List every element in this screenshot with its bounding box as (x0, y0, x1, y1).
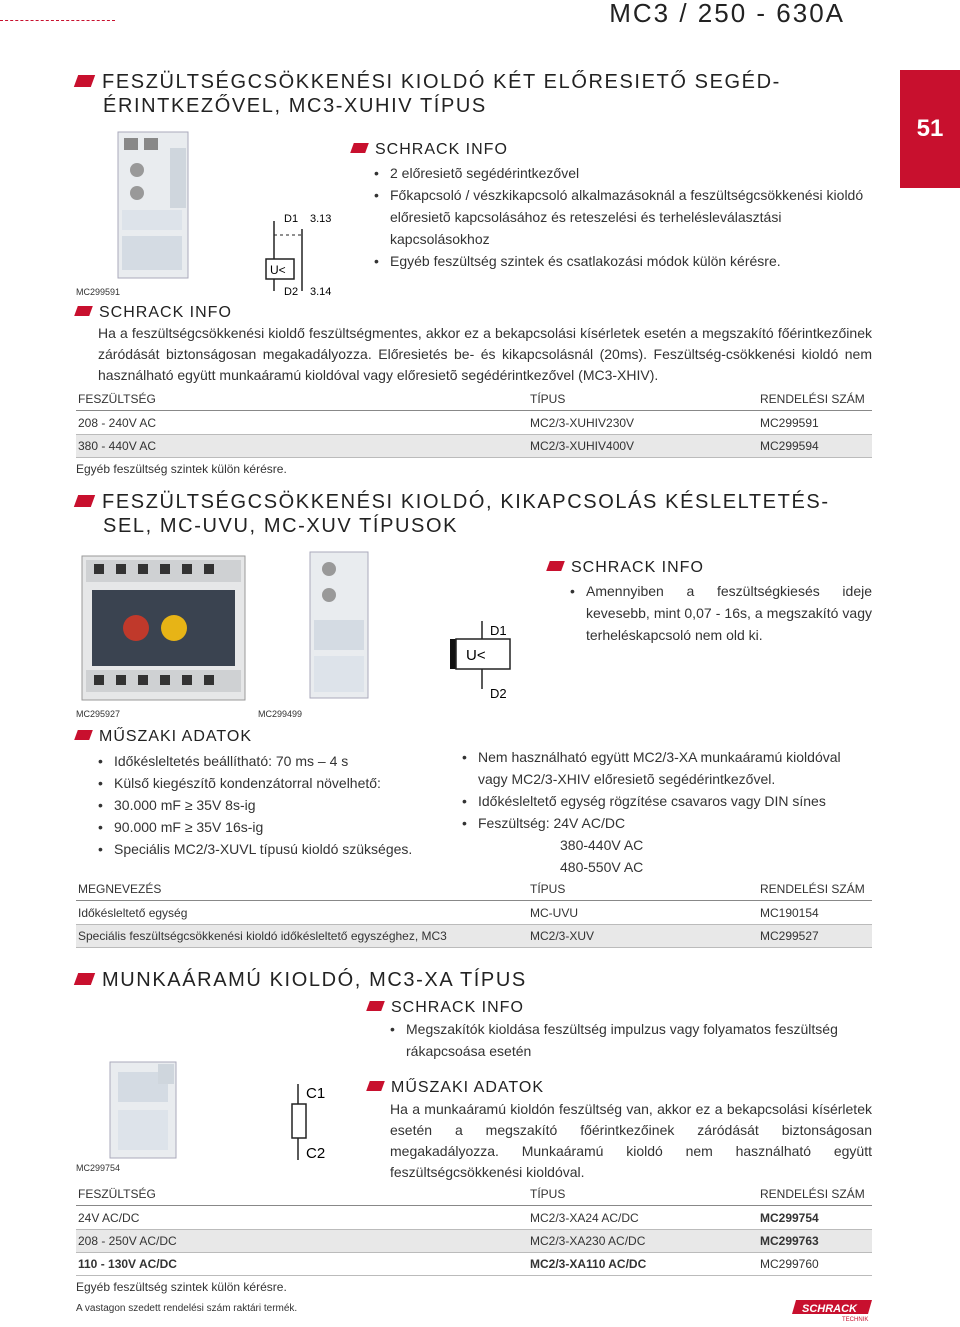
list-subitem: 380-440V AC (560, 837, 644, 853)
section3-tech-text: Ha a munkaáramú kioldón feszültség van, akkor ez a bekapcsolási kísérletek esetén a megszakító főérintkezőinek záródását biztonságosan megakadályozza. Munkaáramú kioldó nem használható együtt feszültségcsökkenési kioldóval. (390, 1101, 872, 1180)
table-row: 380 - 440V AC MC2/3-XUHIV400V MC299594 (76, 435, 872, 458)
table-header: FESZÜLTSÉG TÍPUS RENDELÉSI SZÁM (76, 388, 872, 411)
svg-text:TECHNIK: TECHNIK (842, 1317, 869, 1322)
product-image-xuhiv (110, 128, 200, 283)
list-item: • Egyéb feszültség szintek és csatlakozási módok külön kérésre. (374, 250, 872, 272)
section2-tech-title: MŰSZAKI ADATOK (76, 727, 252, 747)
section2-tech-right (462, 746, 872, 878)
section3-tech-title: MŰSZAKI ADATOK (368, 1078, 544, 1098)
list-item: • Amennyiben a feszültségkiesés ideje kevesebb, mint 0,07 - 16s, a megszakító vagy terheléskapcsoló nem old ki. (570, 580, 872, 646)
table-note: Egyéb feszültség szintek külön kérésre. (76, 1280, 287, 1294)
section1-info-list (374, 162, 872, 272)
list-subitem: 480-550V AC (560, 859, 644, 875)
section3-table (76, 1183, 872, 1298)
symbol-label-d1: D1 (284, 213, 299, 225)
section2-tech-left (98, 750, 458, 860)
table-header: MEGNEVEZÉS TÍPUS RENDELÉSI SZÁM (76, 878, 872, 901)
info-marker-icon (74, 306, 93, 316)
table-row: 208 - 250V AC/DC MC2/3-XA230 AC/DC MC299763 (76, 1230, 872, 1253)
section3-info-list (390, 1018, 872, 1062)
svg-text:SCHRACK: SCHRACK (802, 1303, 857, 1315)
page-number-tab: 51 (900, 70, 960, 188)
table-row: 24V AC/DC MC2/3-XA24 AC/DC MC299754 (76, 1207, 872, 1230)
section1-info-title: SCHRACK INFO (352, 140, 508, 160)
table-row: Speciális feszültségcsökkenési kioldó időkésleltető egyszéghez, MC3 MC2/3-XUV MC299527 (76, 925, 872, 948)
circuit-symbol-uvu (446, 615, 516, 703)
image-label: MC295927 (76, 709, 121, 719)
list-item: • Megszakítók kioldása feszültség impulzus vagy folyamatos feszültség rákapcsoása esetén (390, 1018, 872, 1062)
table-header: FESZÜLTSÉG TÍPUS RENDELÉSI SZÁM (76, 1183, 872, 1206)
list-item: • Nem használható együtt MC2/3-XA munkaáramú kioldóval vagy MC2/3-XHIV előresietõ segédérintkezővel. (462, 746, 872, 790)
info-marker-icon (350, 143, 369, 153)
section-marker-icon (74, 973, 95, 985)
list-item: • Speciális MC2/3-XUVL típusú kioldó szükséges. (98, 838, 458, 860)
circuit-symbol-undervoltage (262, 205, 352, 297)
symbol-label-314: 3.14 (310, 286, 332, 297)
header-rule (0, 20, 115, 21)
image-label: MC299754 (76, 1163, 121, 1173)
list-subitem: • 90.000 mF ≥ 35V 16s-ig (98, 816, 458, 838)
table-note: Egyéb feszültség szintek külön kérésre. (76, 462, 287, 476)
symbol-label-d2: D2 (284, 286, 299, 297)
section3-info-title: SCHRACK INFO (368, 998, 524, 1018)
circuit-symbol-shunt (290, 1080, 340, 1166)
symbol-label-c1: C1 (306, 1085, 326, 1102)
footer-note: A vastagon szedett rendelési szám raktári termék. (76, 1303, 298, 1314)
section2-info-title: SCHRACK INFO (548, 558, 704, 578)
info-marker-icon (546, 561, 565, 571)
product-image-mc-xuv (300, 548, 380, 703)
info-marker-icon (74, 730, 93, 740)
section1-info2-text: Ha a feszültségcsökkenési kioldő feszültségmentes, akkor ez a bekapcsolási kísérletek esetén a megszakító főérintkezőinek záródását biztonságosan megakadályozza. Előresietés be- és kikapcsolásnál (20ms). Feszültség-csökkenési kioldó nem használható együtt munkaáramú kioldóval vagy előresietõ segédérintkezővel (MC3-XHIV). (98, 325, 872, 383)
table-row: 110 - 130V AC/DC MC2/3-XA110 AC/DC MC299760 (76, 1253, 872, 1276)
section3-title: MUNKAÁRAMÚ KIOLDÓ, MC3-XA TÍPUS (76, 968, 527, 992)
symbol-label-c2: C2 (306, 1145, 326, 1162)
symbol-label-u: U< (466, 647, 486, 664)
schrack-logo (792, 1296, 876, 1322)
symbol-label-313: 3.13 (310, 213, 332, 225)
product-image-mc-uvu (76, 552, 251, 704)
product-image-xa (100, 1022, 190, 1162)
symbol-label-d2: D2 (490, 686, 507, 701)
section1-table (76, 388, 872, 480)
image-label: MC299591 (76, 287, 121, 297)
section2-title: FESZÜLTSÉGCSÖKKENÉSI KIOLDÓ, KIKAPCSOLÁS KÉSLELTETÉS- SEL, MC-UVU, MC-XUV TÍPUSOK (76, 490, 830, 538)
section2-info-list (570, 580, 872, 646)
list-item: • 2 előresietõ segédérintkezővel (374, 162, 872, 184)
section-marker-icon (74, 495, 95, 507)
table-row: 208 - 240V AC MC2/3-XUHIV230V MC299591 (76, 412, 872, 435)
list-item: • Feszültség: 24V AC/DC (462, 812, 872, 834)
section2-table (76, 878, 872, 948)
symbol-label-d1: D1 (490, 623, 507, 638)
list-item: • Időkésleltető egység rögzítése csavaros vagy DIN sínes (462, 790, 872, 812)
symbol-label-u: U< (270, 263, 286, 277)
section1-info2-title: SCHRACK INFO (76, 303, 232, 323)
list-item: • Főkapcsoló / vészkikapcsoló alkalmazásoknál a feszültségcsökkenési kioldó előresietõ kapcsolásához és reteszelési és terhelésleválasztási kapcsolásokhoz (374, 184, 872, 250)
page-title: MC3 / 250 - 630A (609, 0, 845, 28)
info-marker-icon (366, 1081, 385, 1091)
list-item: • Időkésleltetés beállítható: 70 ms – 4 s (98, 750, 458, 772)
section1-title: FESZÜLTSÉGCSÖKKENÉSI KIOLDÓ KÉT ELŐRESIETŐ SEGÉD- ÉRINTKEZŐVEL, MC3-XUHIV TÍPUS (76, 70, 781, 118)
info-marker-icon (366, 1001, 385, 1011)
logo-icon (792, 1296, 876, 1322)
list-subitem: • 30.000 mF ≥ 35V 8s-ig (98, 794, 458, 816)
table-row: Időkésleltető egység MC-UVU MC190154 (76, 902, 872, 925)
list-item: • Külső kiegészítõ kondenzátorral növelhető: (98, 772, 458, 794)
image-label: MC299499 (258, 709, 303, 719)
section-marker-icon (74, 75, 95, 87)
